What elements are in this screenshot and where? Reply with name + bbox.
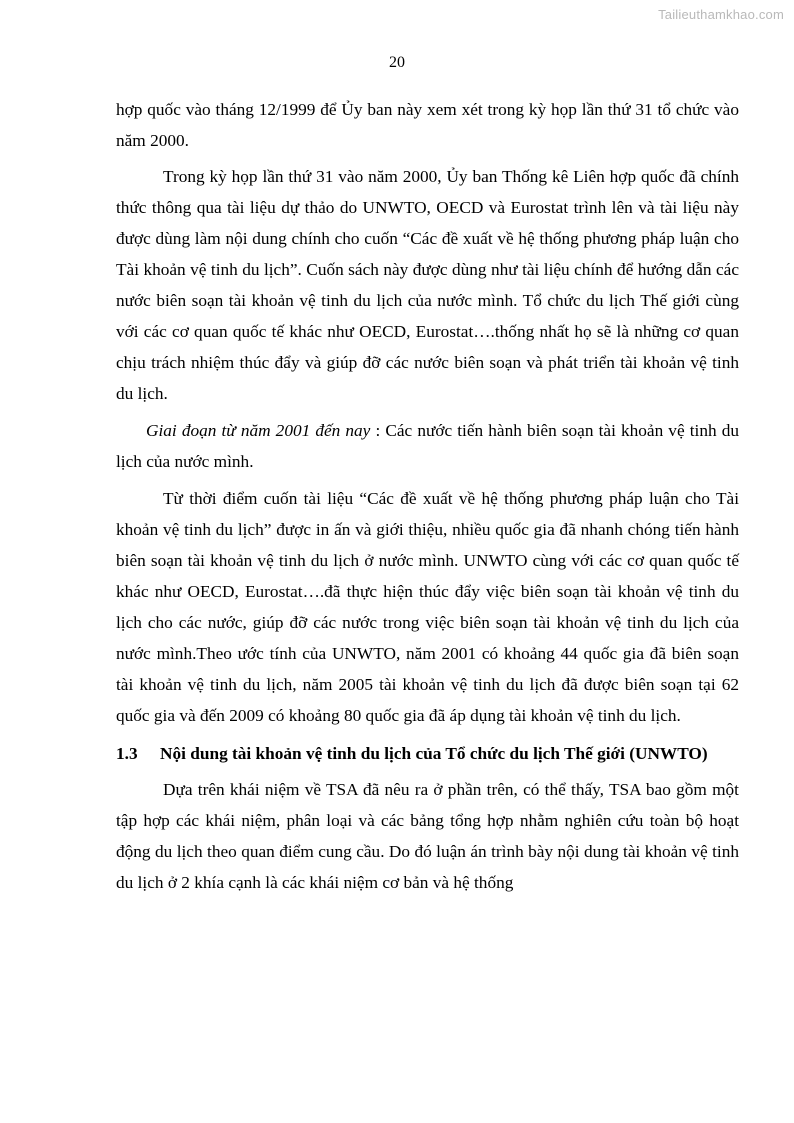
period-text: : Các nước tiến hành biên soạn tài khoản vệ tinh du lịch của nước mình.	[116, 421, 739, 471]
paragraph-period-2001	[116, 415, 739, 477]
paragraph-commission-session: Trong kỳ họp lần thứ 31 vào năm 2000, Ủy ban Thống kê Liên hợp quốc đã chính thức thông qua tài liệu dự thảo do UNWTO, OECD và Eurostat trình lên và tài liệu này được dùng làm nội dung chính cho cuốn “Các đề xuất về hệ thống phương pháp luận cho Tài khoản vệ tinh du lịch”. Cuốn sách này được dùng như tài liệu chính để hướng dẫn các nước biên soạn tài khoản vệ tinh du lịch của nước mình. Tổ chức du lịch Thế giới cùng với các cơ quan quốc tế khác như OECD, Eurostat….thống nhất họ sẽ là những cơ quan chịu trách nhiệm thúc đẩy và giúp đỡ các nước biên soạn và phát triển tài khoản vệ tinh du lịch.	[116, 167, 739, 403]
paragraph-tsa-content: Dựa trên khái niệm về TSA đã nêu ra ở phần trên, có thể thấy, TSA bao gồm một tập hợp các khái niệm, phân loại và các bảng tổng hợp nhằm nghiên cứu toàn bộ hoạt động du lịch theo quan điểm cung cầu. Do đó luận án trình bày nội dung tài khoản vệ tinh du lịch ở 2 khía cạnh là các khái niệm cơ bản và hệ thống	[116, 780, 739, 892]
paragraph-continuation: hợp quốc vào tháng 12/1999 để Ủy ban này xem xét trong kỳ họp lần thứ 31 tổ chức vào năm 2000.	[116, 100, 739, 150]
period-label: Giai đoạn từ năm 2001 đến nay	[146, 421, 371, 440]
document-body	[116, 94, 739, 898]
paragraph-adoption: Từ thời điểm cuốn tài liệu “Các đề xuất về hệ thống phương pháp luận cho Tài khoản vệ tinh du lịch” được in ấn và giới thiệu, nhiều quốc gia đã nhanh chóng tiến hành biên soạn tài khoản vệ tinh du lịch ở nước mình. UNWTO cùng với các cơ quan quốc tế khác như OECD, Eurostat….đã thực hiện thúc đẩy việc biên soạn tài khoản vệ tinh du lịch cho các nước, giúp đỡ các nước trong việc biên soạn tài khoản vệ tinh du lịch của nước mình.Theo ước tính của UNWTO, năm 2001 có khoảng 44 quốc gia đã biên soạn tài khoản vệ tinh du lịch, năm 2005 tài khoản vệ tinh du lịch đã được biên soạn tại 62 quốc gia và đến 2009 có khoảng 80 quốc gia đã áp dụng tài khoản vệ tinh du lịch.	[116, 489, 739, 725]
page-number: 20	[389, 54, 405, 71]
section-number: 1.3	[116, 744, 138, 763]
watermark: Tailieuthamkhao.com	[658, 7, 784, 22]
section-title: Nội dung tài khoản vệ tinh du lịch của Tổ chức du lịch Thế giới (UNWTO)	[160, 744, 708, 763]
section-heading	[116, 738, 739, 769]
